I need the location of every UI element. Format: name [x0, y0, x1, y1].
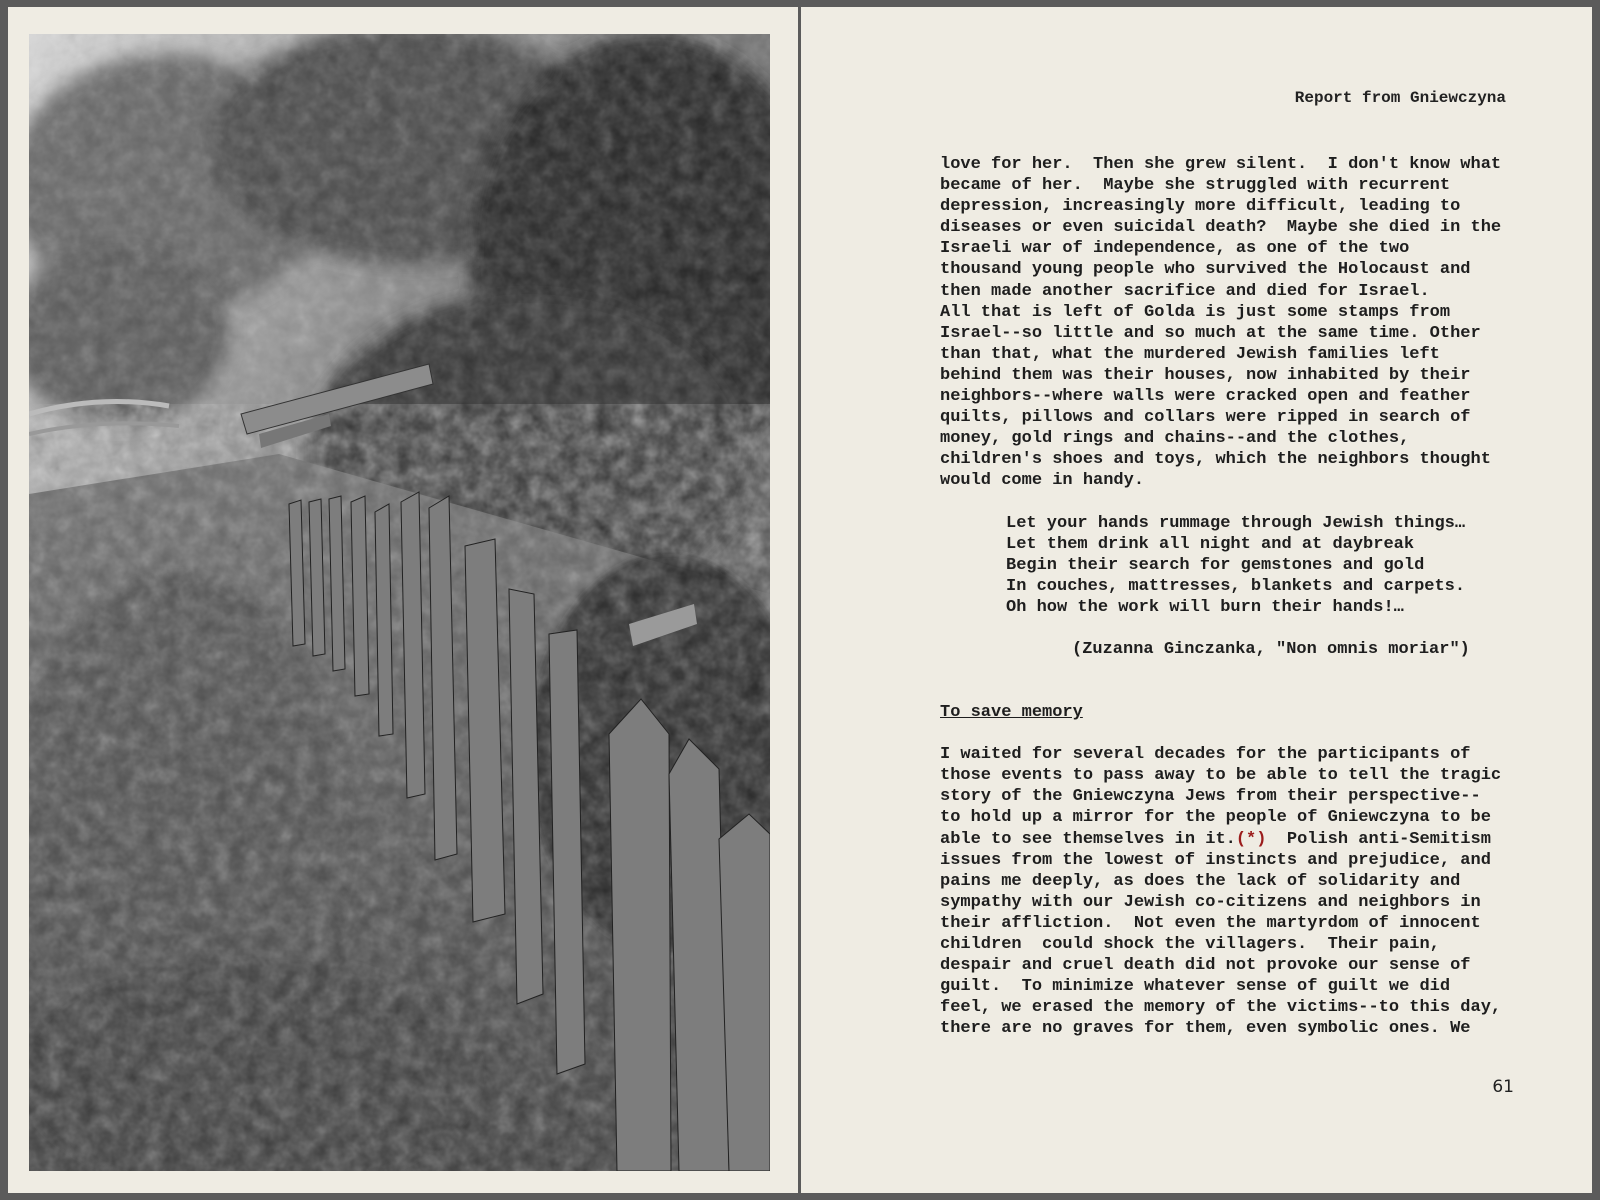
fence-photo	[29, 34, 770, 1171]
text-line: I waited for several decades for the participants of	[940, 745, 1471, 765]
text-line: to hold up a mirror for the people of Gniewczyna to be	[940, 808, 1491, 828]
verse-line: In couches, mattresses, blankets and carpets.	[1006, 576, 1466, 596]
poem-citation: (Zuzanna Ginczanka, "Non omnis moriar")	[1072, 639, 1470, 659]
text-line: diseases or even suicidal death? Maybe she died in the	[940, 218, 1502, 238]
page-number: 61	[1492, 1077, 1514, 1097]
text-fragment: able to see themselves in it.	[940, 829, 1236, 849]
fence-photo-icon	[29, 34, 770, 1171]
text-line: Israel--so little and so much at the same time. Other	[940, 323, 1481, 343]
paragraph-golda	[940, 154, 1540, 492]
text-line: money, gold rings and chains--and the clothes,	[940, 429, 1410, 449]
text-line: their affliction. Not even the martyrdom of innocent	[940, 913, 1481, 933]
text-line: guilt. To minimize whatever sense of guilt we did	[940, 977, 1451, 997]
right-page	[801, 7, 1592, 1193]
section-heading: To save memory	[940, 703, 1083, 723]
text-line: quilts, pillows and collars were ripped in search of	[940, 408, 1471, 428]
verse-line: Oh how the work will burn their hands!…	[1006, 597, 1404, 617]
text-line: love for her. Then she grew silent. I don't know what	[940, 155, 1502, 174]
footnote-marker[interactable]: (*)	[1235, 829, 1267, 849]
left-page	[8, 7, 798, 1193]
text-line-footnote	[940, 829, 1540, 850]
text-line: pains me deeply, as does the lack of solidarity and	[940, 871, 1461, 891]
text-line: became of her. Maybe she struggled with recurrent	[940, 176, 1451, 196]
running-head: Report from Gniewczyna	[1294, 89, 1506, 107]
verse-line: Let them drink all night and at daybreak	[1006, 534, 1415, 554]
text-line: children could shock the villagers. Their pain,	[940, 935, 1440, 954]
text-line: than that, what the murdered Jewish families left	[940, 344, 1440, 364]
text-line: thousand young people who survived the Holocaust and	[940, 260, 1471, 280]
text-line: despair and cruel death did not provoke our sense of	[940, 956, 1471, 976]
text-line: All that is left of Golda is just some stamps from	[940, 302, 1451, 322]
text-line: story of the Gniewczyna Jews from their perspective--	[940, 787, 1481, 807]
verse-line: Begin their search for gemstones and gold	[1006, 555, 1425, 575]
poem-quote	[940, 513, 1540, 618]
main-text	[940, 154, 1540, 1039]
text-line: then made another sacrifice and died for Israel.	[940, 281, 1430, 301]
text-line: there are no graves for them, even symbolic ones. We	[940, 1019, 1471, 1039]
text-line: children's shoes and toys, which the neighbors thought	[940, 450, 1491, 470]
text-line: neighbors--where walls were cracked open and feather	[940, 387, 1471, 407]
text-line: feel, we erased the memory of the victims--to this day,	[940, 998, 1502, 1018]
text-line: sympathy with our Jewish co-citizens and neighbors in	[940, 892, 1481, 912]
text-line: Israeli war of independence, as one of the two	[940, 239, 1410, 259]
text-line: those events to pass away to be able to tell the tragic	[940, 766, 1502, 786]
text-line: behind them was their houses, now inhabited by their	[940, 365, 1471, 385]
text-line: issues from the lowest of instincts and prejudice, and	[940, 850, 1491, 870]
text-line: depression, increasingly more difficult, leading to	[940, 197, 1461, 217]
text-fragment: Polish anti-Semitism	[1266, 829, 1491, 849]
verse-line: Let your hands rummage through Jewish things…	[1006, 513, 1466, 533]
paragraph-memory	[940, 744, 1540, 1039]
text-line: would come in handy.	[940, 471, 1145, 491]
